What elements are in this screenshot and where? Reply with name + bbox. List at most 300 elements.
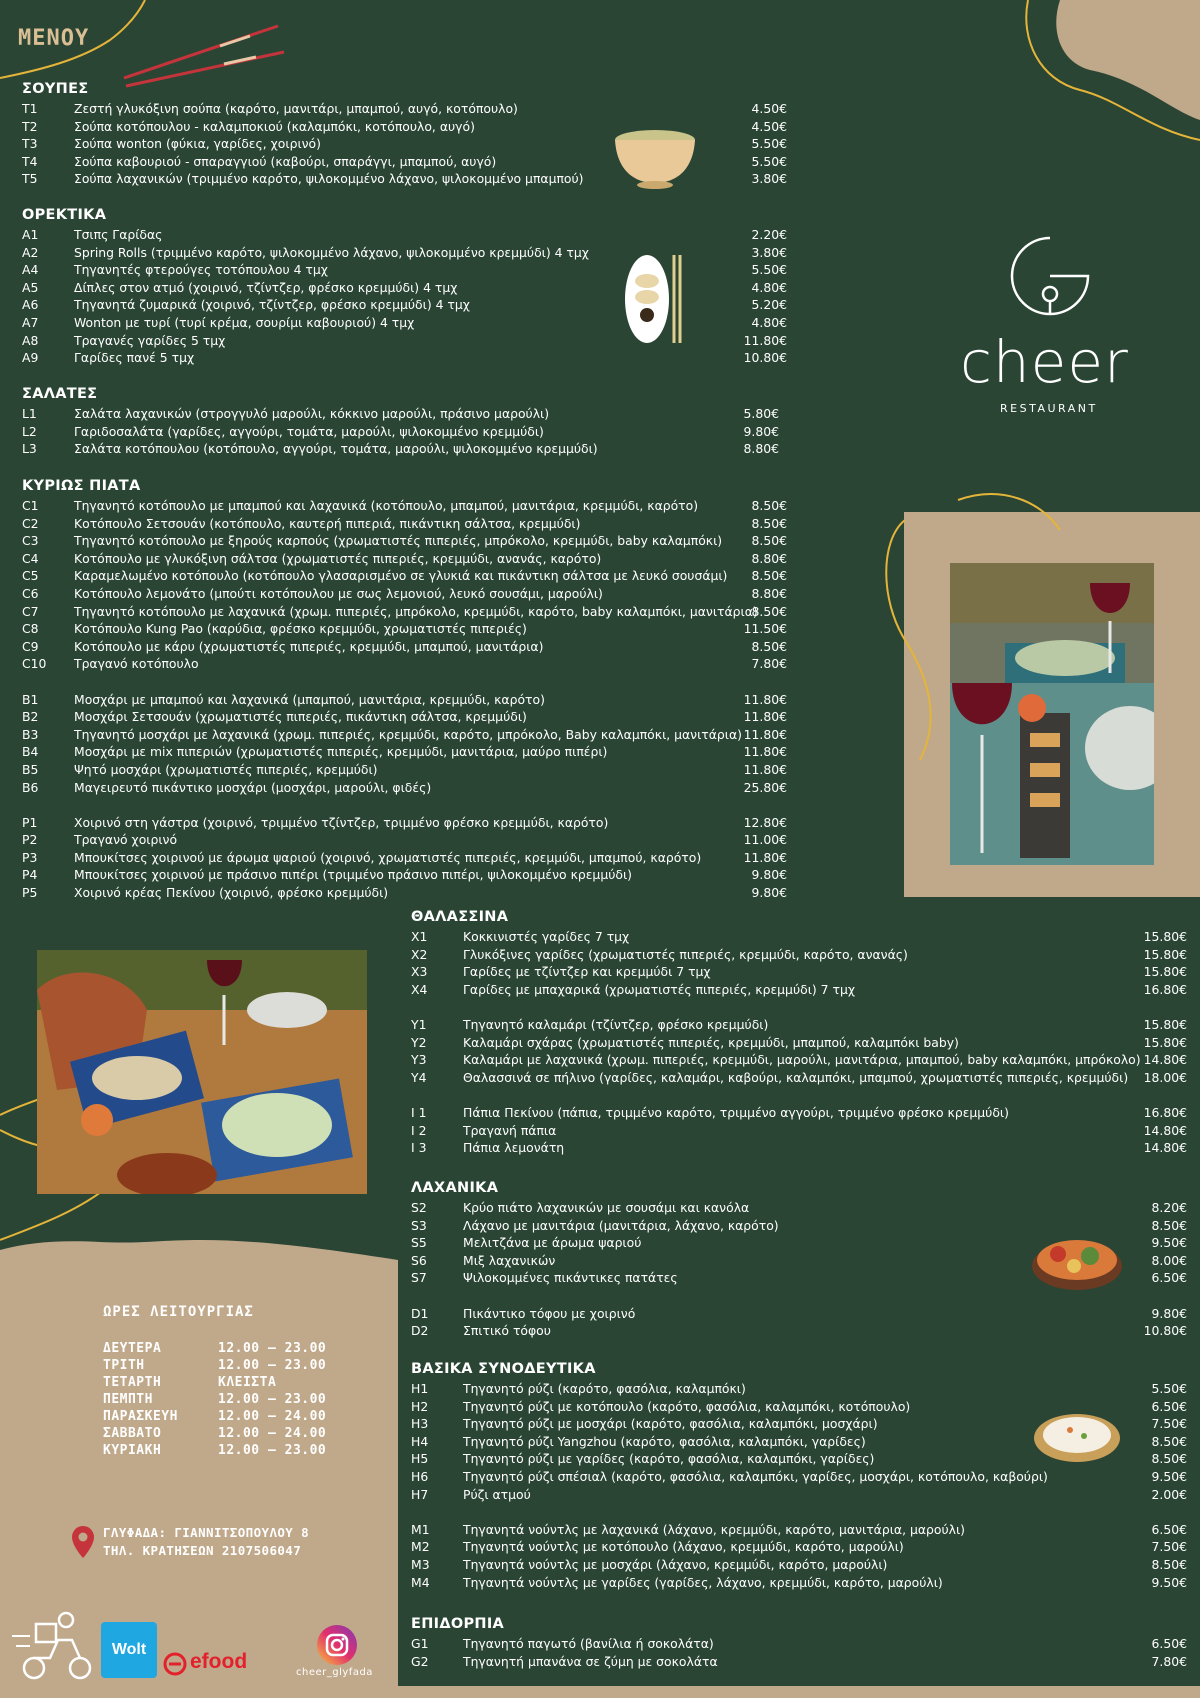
item-name: Τηγανητό μοσχάρι με λαχανικά (χρωμ. πιπεριές, κρεμμύδι, καρότο, μπρόκολο, Baby καλαμπόκι, μανιτάρια) — [74, 726, 742, 742]
item-name: Πάπια λεμονάτη — [463, 1140, 565, 1156]
item-code: I 3 — [411, 1140, 427, 1156]
section-title: ΕΠΙΔΟΡΠΙΑ — [411, 1616, 505, 1632]
day-name: ΤΕΤΑΡΤΗ — [103, 1375, 162, 1390]
item-name: Τηγανητό κοτόπουλο με μπαμπού και λαχανικά (κοτόπουλο, μπαμπού, μανιτάρια, κρεμμύδι, καρότο) — [74, 498, 699, 513]
item-code: T4 — [22, 153, 38, 169]
item-code: B5 — [22, 761, 39, 777]
vegetable-dish-icon — [1030, 1230, 1124, 1292]
item-code: I 1 — [411, 1104, 427, 1120]
item-code: T3 — [22, 136, 38, 152]
item-code: P3 — [22, 849, 38, 865]
item-price: 5.20€ — [751, 297, 787, 313]
item-name: Ζεστή γλυκόξινη σούπα (καρότο, μανιτάρι, μπαμπού, αυγό, κοτόπουλο) — [74, 101, 518, 116]
item-code: S6 — [411, 1252, 427, 1268]
item-price: 11.80€ — [743, 691, 787, 707]
item-code: H1 — [411, 1381, 429, 1396]
menu-item — [411, 981, 1187, 999]
item-code: B2 — [22, 709, 39, 725]
menu-item — [411, 1486, 1187, 1504]
item-price: 3.80€ — [751, 244, 787, 260]
item-code: A7 — [22, 314, 39, 330]
menu-item — [411, 1034, 1187, 1052]
item-price: 7.50€ — [1151, 1539, 1187, 1555]
item-code: A9 — [22, 350, 39, 366]
address-text: ΓΛΥΦΑΔΑ: ΓΙΑΝΝΙΤΣΟΠΟΥΛΟΥ 8 — [103, 1525, 310, 1540]
menu-item — [22, 708, 787, 726]
item-price: 5.80€ — [743, 406, 779, 421]
menu-item — [411, 1016, 1187, 1034]
menu-item — [22, 761, 787, 779]
item-price: 8.50€ — [751, 568, 787, 584]
item-name: Λάχανο με μανιτάρια (μανιτάρια, λάχανο, καρότο) — [463, 1217, 779, 1233]
section-title: ΟΡΕΚΤΙΚΑ — [22, 207, 107, 223]
day-time: 12.00 – 24.00 — [218, 1409, 327, 1424]
item-name: Γαρίδες με τζίντζερ και κρεμμύδι 7 τμχ — [463, 964, 711, 980]
item-code: M4 — [411, 1574, 430, 1590]
menu-item — [411, 1104, 1187, 1122]
hours-row — [103, 1374, 343, 1391]
item-name: Χοιρινό στη γάστρα (χοιρινό, τριμμένο τζίντζερ, τριμμένο φρέσκο κρεμμύδι, καρότο) — [74, 814, 609, 830]
item-price: 9.50€ — [1151, 1235, 1187, 1251]
item-name: Τηγανητά νούντλς με κοτόπουλο (λάχανο, κρεμμύδι, καρότο, μαρούλι) — [463, 1539, 904, 1555]
menu-item — [22, 779, 787, 797]
contact-info — [103, 1524, 309, 1560]
item-name: Σούπα καβουριού - σπαραγγιού (καβούρι, σπαράγγι, μπαμπού, αυγό) — [74, 153, 497, 169]
item-price: 9.80€ — [743, 423, 779, 439]
menu-item — [411, 1139, 1187, 1157]
menu-item — [411, 1653, 1187, 1671]
item-price: 18.00€ — [1143, 1069, 1187, 1085]
item-name: Μελιτζάνα με άρωμα ψαριού — [463, 1235, 642, 1251]
item-name: Τηγανητό καλαμάρι (τζίντζερ, φρέσκο κρεμμύδι) — [463, 1016, 769, 1032]
instagram-handle[interactable]: cheer_glyfada — [296, 1667, 373, 1678]
item-price: 12.80€ — [743, 814, 787, 830]
section-title: ΣΑΛΑΤΕΣ — [22, 386, 98, 402]
day-time: 12.00 – 23.00 — [218, 1358, 327, 1373]
item-name: Τραγανές γαρίδες 5 τμχ — [74, 332, 226, 348]
item-name: Τραγανή πάπια — [463, 1122, 557, 1138]
item-name: Τραγανό κοτόπουλο — [74, 656, 199, 672]
menu-item — [411, 1322, 1187, 1340]
hours-row — [103, 1408, 343, 1425]
item-price: 8.50€ — [1151, 1451, 1187, 1467]
section-salads — [22, 385, 787, 458]
item-code: C1 — [22, 498, 39, 513]
menu-item — [411, 946, 1187, 964]
section-desserts — [411, 1615, 1187, 1670]
item-code: T2 — [22, 118, 38, 134]
menu-item — [22, 849, 787, 867]
item-code: S5 — [411, 1235, 427, 1251]
item-code: M1 — [411, 1521, 430, 1537]
item-price: 8.50€ — [751, 638, 787, 654]
item-code: H7 — [411, 1486, 429, 1502]
item-name: Κοτόπουλο με κάρυ (χρωματιστές πιπεριές, κρεμμύδι, μπαμπού, μανιτάρια) — [74, 638, 544, 654]
item-code: B3 — [22, 726, 39, 742]
item-name: Καλαμάρι με λαχανικά (χρωμ. πιπεριές, κρεμμύδι, μαρούλι, μανιτάρια, μπαμπού, baby καλαμπόκι, μπρόκολο) — [463, 1052, 1141, 1068]
instagram-icon[interactable] — [316, 1624, 358, 1666]
item-name: Σαλάτα λαχανικών (στρογγυλό μαρούλι, κόκκινο μαρούλι, πράσινο μαρούλι) — [74, 406, 550, 421]
item-code: C2 — [22, 515, 39, 531]
menu-item — [22, 440, 787, 458]
photo-wine-springrolls — [950, 563, 1154, 865]
item-price: 5.50€ — [1151, 1381, 1187, 1396]
delivery-scooter-icon — [10, 1606, 96, 1682]
day-name: ΠΑΡΑΣΚΕΥΗ — [103, 1409, 178, 1424]
item-price: 4.80€ — [751, 314, 787, 330]
wolt-logo[interactable]: Wolt — [101, 1622, 157, 1678]
menu-item — [22, 726, 787, 744]
item-name: Τηγανητό κοτόπουλο με λαχανικά (χρωμ. πιπεριές, μπρόκολο, κρεμμύδι, καρότο, baby καλαμπόκι, μανιτάρια) — [74, 603, 758, 619]
item-price: 2.00€ — [1151, 1486, 1187, 1502]
item-name: Τηγανητό ρύζι Yangzhou (καρότο, φασόλια, καλαμπόκι, γαρίδες) — [463, 1433, 866, 1449]
item-name: Τραγανό χοιρινό — [74, 832, 178, 848]
item-code: P5 — [22, 885, 38, 901]
hours-row — [103, 1357, 343, 1374]
item-code: X2 — [411, 946, 428, 962]
item-price: 4.50€ — [751, 118, 787, 134]
item-price: 25.80€ — [743, 779, 787, 795]
item-name: Τηγανητή μπανάνα σε ζύμη με σοκολάτα — [463, 1653, 718, 1669]
item-price: 15.80€ — [1143, 929, 1187, 944]
item-code: H6 — [411, 1468, 429, 1484]
item-name: Σούπα λαχανικών (τριμμένο καρότο, ψιλοκομμένο λάχανο, ψιλοκομμένο μπαμπού) — [74, 171, 584, 187]
menu-item — [22, 603, 787, 621]
item-name: Τηγανητό ρύζι (καρότο, φασόλια, καλαμπόκι) — [463, 1381, 746, 1396]
day-time: 12.00 – 23.00 — [218, 1443, 327, 1458]
item-code: C8 — [22, 621, 39, 637]
item-price: 8.50€ — [1151, 1433, 1187, 1449]
item-price: 5.50€ — [751, 262, 787, 278]
item-name: Ψητό μοσχάρι (χρωματιστές πιπεριές, κρεμμύδι) — [74, 761, 378, 777]
item-price: 6.50€ — [1151, 1270, 1187, 1286]
item-price: 9.80€ — [751, 885, 787, 901]
item-price: 4.50€ — [751, 101, 787, 116]
item-code: H2 — [411, 1398, 429, 1414]
item-price: 16.80€ — [1143, 1104, 1187, 1120]
item-price: 9.50€ — [1151, 1468, 1187, 1484]
item-name: Κοκκινιστές γαρίδες 7 τμχ — [463, 929, 630, 944]
menu-item — [22, 349, 787, 367]
dumplings-plate-icon — [622, 253, 684, 345]
item-code: S2 — [411, 1200, 427, 1215]
menu-item — [22, 585, 787, 603]
section-main-dishes — [22, 477, 787, 902]
menu-item — [22, 814, 787, 832]
item-code: A2 — [22, 244, 39, 260]
item-price: 4.80€ — [751, 279, 787, 295]
item-code: X1 — [411, 929, 428, 944]
item-price: 11.00€ — [743, 832, 787, 848]
item-price: 7.50€ — [1151, 1416, 1187, 1432]
menu-item — [411, 1199, 1187, 1217]
item-price: 5.50€ — [751, 136, 787, 152]
item-price: 15.80€ — [1143, 964, 1187, 980]
brand-subtitle: RESTAURANT — [1000, 402, 1098, 415]
day-time: 12.00 – 23.00 — [218, 1341, 327, 1356]
brand-name: cheer — [960, 328, 1129, 396]
item-name: Μοσχάρι με mix πιπεριών (χρωματιστές πιπεριές, κρεμμύδι, μανιτάρια, μαύρο πιπέρι) — [74, 744, 608, 760]
item-name: Μοσχάρι Σετσουάν (χρωματιστές πιπεριές, πικάντικη σάλτσα, κρεμμύδι) — [74, 709, 527, 725]
item-price: 7.80€ — [751, 656, 787, 672]
item-code: A5 — [22, 279, 39, 295]
item-code: H5 — [411, 1451, 429, 1467]
item-price: 11.80€ — [743, 744, 787, 760]
item-name: Τηγανητά νούντλς με μοσχάρι (λάχανο, κρεμμύδι, καρότο, μαρούλι) — [463, 1556, 888, 1572]
spacer — [411, 998, 1187, 1016]
item-code: A6 — [22, 297, 39, 313]
item-price: 8.50€ — [751, 515, 787, 531]
item-name: Τηγανητό κοτόπουλο με ξηρούς καρπούς (χρωματιστές πιπεριές, μπρόκολο, κρεμμύδι, baby καλαμπόκι) — [74, 533, 723, 549]
menu-item — [22, 655, 787, 673]
item-price: 16.80€ — [1143, 981, 1187, 997]
item-code: I 2 — [411, 1122, 427, 1138]
menu-item — [22, 884, 787, 902]
item-price: 8.80€ — [751, 550, 787, 566]
item-name: Τσιπς Γαρίδας — [74, 227, 163, 242]
item-code: M2 — [411, 1539, 430, 1555]
item-name: Μαγειρευτό πικάντικο μοσχάρι (μοσχάρι, μαρούλι, φιδές) — [74, 779, 432, 795]
day-time: 12.00 – 24.00 — [218, 1426, 327, 1441]
item-price: 9.80€ — [1151, 1305, 1187, 1321]
menu-item — [22, 423, 787, 441]
item-name: Καλαμάρι σχάρας (χρωματιστές πιπεριές, κρεμμύδι, μπαμπού, καλαμπόκι baby) — [463, 1034, 959, 1050]
menu-item — [411, 1305, 1187, 1323]
item-name: Γαρίδες με μπαχαρικά (χρωματιστές πιπεριές, κρεμμύδι) 7 τμχ — [463, 981, 855, 997]
day-time: ΚΛΕΙΣΤΑ — [218, 1375, 277, 1390]
menu-item — [411, 1468, 1187, 1486]
item-price: 15.80€ — [1143, 1016, 1187, 1032]
menu-item — [22, 405, 787, 423]
item-code: C7 — [22, 603, 39, 619]
section-seafood — [411, 908, 1187, 1157]
item-name: Μπουκίτσες χοιρινού με άρωμα ψαριού (χοιρινό, χρωματιστές πιπεριές, κρεμμύδι, μπαμπού, καρότο) — [74, 849, 702, 865]
menu-item — [22, 638, 787, 656]
item-name: Κοτόπουλο με γλυκόξινη σάλτσα (χρωματιστές πιπεριές, κρεμμύδι, ανανάς, καρότο) — [74, 550, 602, 566]
item-price: 9.80€ — [751, 867, 787, 883]
item-code: C4 — [22, 550, 39, 566]
item-price: 8.50€ — [751, 498, 787, 513]
item-code: L1 — [22, 406, 37, 421]
day-name: ΚΥΡΙΑΚΗ — [103, 1443, 162, 1458]
item-code: P4 — [22, 867, 38, 883]
item-price: 8.50€ — [751, 533, 787, 549]
item-name: Τηγανητό ρύζι με κοτόπουλο (καρότο, φασόλια, καλαμπόκι, κοτόπουλο) — [463, 1398, 911, 1414]
item-code: T1 — [22, 101, 38, 116]
item-price: 6.50€ — [1151, 1521, 1187, 1537]
item-code: G2 — [411, 1653, 429, 1669]
item-code: H3 — [411, 1416, 429, 1432]
item-name: Spring Rolls (τριμμένο καρότο, ψιλοκομμένο λάχανο, ψιλοκομμένο κρεμμύδι) 4 τμχ — [74, 244, 589, 260]
item-code: C3 — [22, 533, 39, 549]
menu-label: ΜΕΝΟΥ — [18, 26, 90, 51]
item-code: G1 — [411, 1636, 429, 1651]
item-name: Μοσχάρι με μπαμπού και λαχανικά (μπαμπού, μανιτάρια, κρεμμύδι, καρότο) — [74, 691, 545, 707]
opening-hours — [103, 1304, 343, 1459]
item-code: Y4 — [411, 1069, 427, 1085]
rice-plate-icon — [1032, 1408, 1122, 1464]
item-name: Ψιλοκομμένες πικάντικες πατάτες — [463, 1270, 678, 1286]
menu-item — [411, 1051, 1187, 1069]
menu-item — [411, 963, 1187, 981]
item-name: Τηγανητές φτερούγες τοτόπουλου 4 τμχ — [74, 262, 328, 278]
item-name: Δίπλες στον ατμό (χοιρινό, τζίντζερ, φρέσκο κρεμμύδι) 4 τμχ — [74, 279, 458, 295]
menu-item — [22, 515, 787, 533]
day-name: ΤΡΙΤΗ — [103, 1358, 145, 1373]
item-code: X3 — [411, 964, 428, 980]
item-price: 10.80€ — [743, 350, 787, 366]
spacer — [411, 1503, 1187, 1521]
spacer — [22, 673, 787, 691]
item-name: Σούπα κοτόπουλου - καλαμποκιού (καλαμπόκι, κοτόπουλο, αυγό) — [74, 118, 475, 134]
section-title: ΚΥΡΙΩΣ ΠΙΑΤΑ — [22, 478, 141, 494]
section-title: ΛΑΧΑΝΙΚΑ — [411, 1180, 499, 1196]
item-name: Μιξ λαχανικών — [463, 1252, 556, 1268]
spacer — [411, 1086, 1187, 1104]
item-name: Τηγανητό παγωτό (βανίλια ή σοκολάτα) — [463, 1636, 714, 1651]
item-code: B6 — [22, 779, 39, 795]
item-price: 11.80€ — [743, 761, 787, 777]
item-code: Y3 — [411, 1052, 427, 1068]
item-code: Y1 — [411, 1016, 427, 1032]
item-name: Κρύο πιάτο λαχανικών με σουσάμι και κανόλα — [463, 1200, 750, 1215]
item-price: 10.80€ — [1143, 1323, 1187, 1339]
item-price: 8.50€ — [1151, 1556, 1187, 1572]
soup-bowl-icon — [612, 128, 698, 190]
item-code: A4 — [22, 262, 39, 278]
menu-item — [22, 831, 787, 849]
item-name: Χοιρινό κρέας Πεκίνου (χοιρινό, φρέσκο κρεμμύδι) — [74, 885, 389, 901]
photo-table-dishes — [37, 950, 367, 1194]
menu-item — [22, 100, 787, 118]
item-price: 3.80€ — [751, 171, 787, 187]
menu-item — [22, 620, 787, 638]
item-price: 15.80€ — [1143, 1034, 1187, 1050]
menu-item — [411, 1538, 1187, 1556]
item-name: Τηγανητά νούντλς με λαχανικά (λάχανο, κρεμμύδι, καρότο, μανιτάρια, μαρούλι) — [463, 1521, 965, 1537]
item-code: D1 — [411, 1305, 429, 1321]
item-name: Θαλασσινά σε πήλινο (γαρίδες, καλαμάρι, καβούρι, καλαμπόκι, μπαμπού, χρωματιστές πιπεριές, κρεμμύδι) — [463, 1069, 1129, 1085]
item-code: M3 — [411, 1556, 430, 1572]
item-price: 11.80€ — [743, 726, 787, 742]
item-name: Ρύζι ατμού — [463, 1486, 531, 1502]
item-code: L2 — [22, 423, 37, 439]
menu-item — [22, 866, 787, 884]
section-title: ΣΟΥΠΕΣ — [22, 81, 89, 97]
item-price: 6.50€ — [1151, 1398, 1187, 1414]
menu-item — [22, 226, 787, 244]
section-sides — [411, 1360, 1187, 1591]
day-name: ΔΕΥΤΕΡΑ — [103, 1341, 162, 1356]
location-pin-icon — [70, 1524, 96, 1560]
item-price: 14.80€ — [1143, 1122, 1187, 1138]
menu-item — [411, 1635, 1187, 1653]
item-name: Σαλάτα κοτόπουλου (κοτόπουλο, αγγούρι, τομάτα, μαρούλι, ψιλοκομμένο κρεμμύδι) — [74, 441, 598, 457]
hours-title: ΩΡΕΣ ΛΕΙΤΟΥΡΓΙΑΣ — [103, 1304, 254, 1320]
item-name: Γαρίδες πανέ 5 τμχ — [74, 350, 195, 366]
item-name: Τηγανητά ζυμαρικά (χοιρινό, τζίντζερ, φρέσκο κρεμμύδι) 4 τμχ — [74, 297, 470, 313]
item-name: Σούπα wonton (φύκια, γαρίδες, χοιρινό) — [74, 136, 321, 152]
item-code: P1 — [22, 814, 38, 830]
item-code: X4 — [411, 981, 428, 997]
day-time: 12.00 – 23.00 — [218, 1392, 327, 1407]
item-code: L3 — [22, 441, 37, 457]
item-code: C6 — [22, 585, 39, 601]
item-name: Σπιτικό τόφου — [463, 1323, 551, 1339]
menu-item — [22, 497, 787, 515]
menu-item — [411, 1574, 1187, 1592]
section-title: ΘΑΛΑΣΣΙΝΑ — [411, 909, 509, 925]
item-price: 8.80€ — [743, 441, 779, 457]
item-price: 8.50€ — [1151, 1217, 1187, 1233]
item-name: Wonton με τυρί (τυρί κρέμα, σουρίμι καβουριού) 4 τμχ — [74, 314, 415, 330]
item-price: 8.80€ — [751, 585, 787, 601]
item-price: 8.20€ — [1151, 1200, 1187, 1215]
item-name: Γαριδοσαλάτα (γαρίδες, αγγούρι, τομάτα, μαρούλι, ψιλοκομμένο κρεμμύδι) — [74, 423, 544, 439]
item-name: Τηγανητό ρύζι σπέσιαλ (καρότο, φασόλια, καλαμπόκι, γαρίδες, μοσχάρι, κοτόπουλο, καβούρι) — [463, 1468, 1048, 1484]
item-code: P2 — [22, 832, 38, 848]
item-price: 14.80€ — [1143, 1140, 1187, 1156]
item-code: D2 — [411, 1323, 429, 1339]
menu-item — [22, 550, 787, 568]
day-name: ΣΑΒΒΑΤΟ — [103, 1426, 162, 1441]
menu-item — [22, 567, 787, 585]
menu-item — [411, 1122, 1187, 1140]
item-code: B1 — [22, 691, 39, 707]
item-price: 2.20€ — [751, 227, 787, 242]
section-title: ΒΑΣΙΚΑ ΣΥΝΟΔΕΥΤΙΚΑ — [411, 1361, 596, 1377]
item-price: 11.80€ — [743, 849, 787, 865]
item-code: A1 — [22, 227, 39, 242]
item-code: B4 — [22, 744, 39, 760]
hours-row — [103, 1425, 343, 1442]
item-name: Γλυκόξινες γαρίδες (χρωματιστές πιπεριές, κρεμμύδι, καρότο, ανανάς) — [463, 946, 908, 962]
efood-logo[interactable]: efood — [190, 1650, 248, 1673]
item-code: C9 — [22, 638, 39, 654]
item-price: 9.50€ — [1151, 1574, 1187, 1590]
hours-list — [103, 1340, 343, 1459]
item-price: 5.50€ — [751, 153, 787, 169]
item-name: Καραμελωμένο κοτόπουλο (κοτόπουλο γλασαρισμένο σε γλυκιά και πικάντικη σάλτσα με λευκό σουσάμι) — [74, 568, 728, 584]
hours-row — [103, 1340, 343, 1357]
item-code: H4 — [411, 1433, 429, 1449]
hours-row — [103, 1442, 343, 1459]
item-name: Πικάντικο τόφου με χοιρινό — [463, 1305, 636, 1321]
item-price: 11.50€ — [743, 621, 787, 637]
item-code: T5 — [22, 171, 38, 187]
item-name: Τηγανητό ρύζι με γαρίδες (καρότο, φασόλια, καλαμπόκι, γαρίδες) — [463, 1451, 875, 1467]
menu-item — [22, 691, 787, 709]
item-price: 6.50€ — [1151, 1636, 1187, 1651]
item-name: Τηγανητό ρύζι με μοσχάρι (καρότο, φασόλια, καλαμπόκι, μοσχάρι) — [463, 1416, 878, 1432]
menu-item — [411, 1380, 1187, 1398]
menu-item — [411, 1556, 1187, 1574]
item-code: C5 — [22, 568, 39, 584]
menu-item — [22, 532, 787, 550]
item-name: Κοτόπουλο λεμονάτο (μπούτι κοτόπουλου με σως λεμονιού, λευκό σουσάμι, μαρούλι) — [74, 585, 603, 601]
item-name: Πάπια Πεκίνου (πάπια, τριμμένο καρότο, τριμμένο αγγούρι, τριμμένο φρέσκο κρεμμύδι) — [463, 1104, 1009, 1120]
phone-text: ΤΗΛ. ΚΡΑΤΗΣΕΩΝ 2107506047 — [103, 1543, 302, 1558]
item-price: 15.80€ — [1143, 946, 1187, 962]
item-name: Μπουκίτσες χοιρινού με πράσινο πιπέρι (τριμμένο πράσινο πιπέρι, ψιλοκομμένο κρεμμύδι) — [74, 867, 632, 883]
item-code: S3 — [411, 1217, 427, 1233]
item-code: Y2 — [411, 1034, 427, 1050]
menu-item — [411, 1069, 1187, 1087]
item-price: 8.00€ — [1151, 1252, 1187, 1268]
item-name: Κοτόπουλο Σετσουάν (κοτόπουλο, καυτερή πιπεριά, πικάντικη σάλτσα, κρεμμύδι) — [74, 515, 581, 531]
item-code: S7 — [411, 1270, 427, 1286]
spacer — [22, 796, 787, 814]
